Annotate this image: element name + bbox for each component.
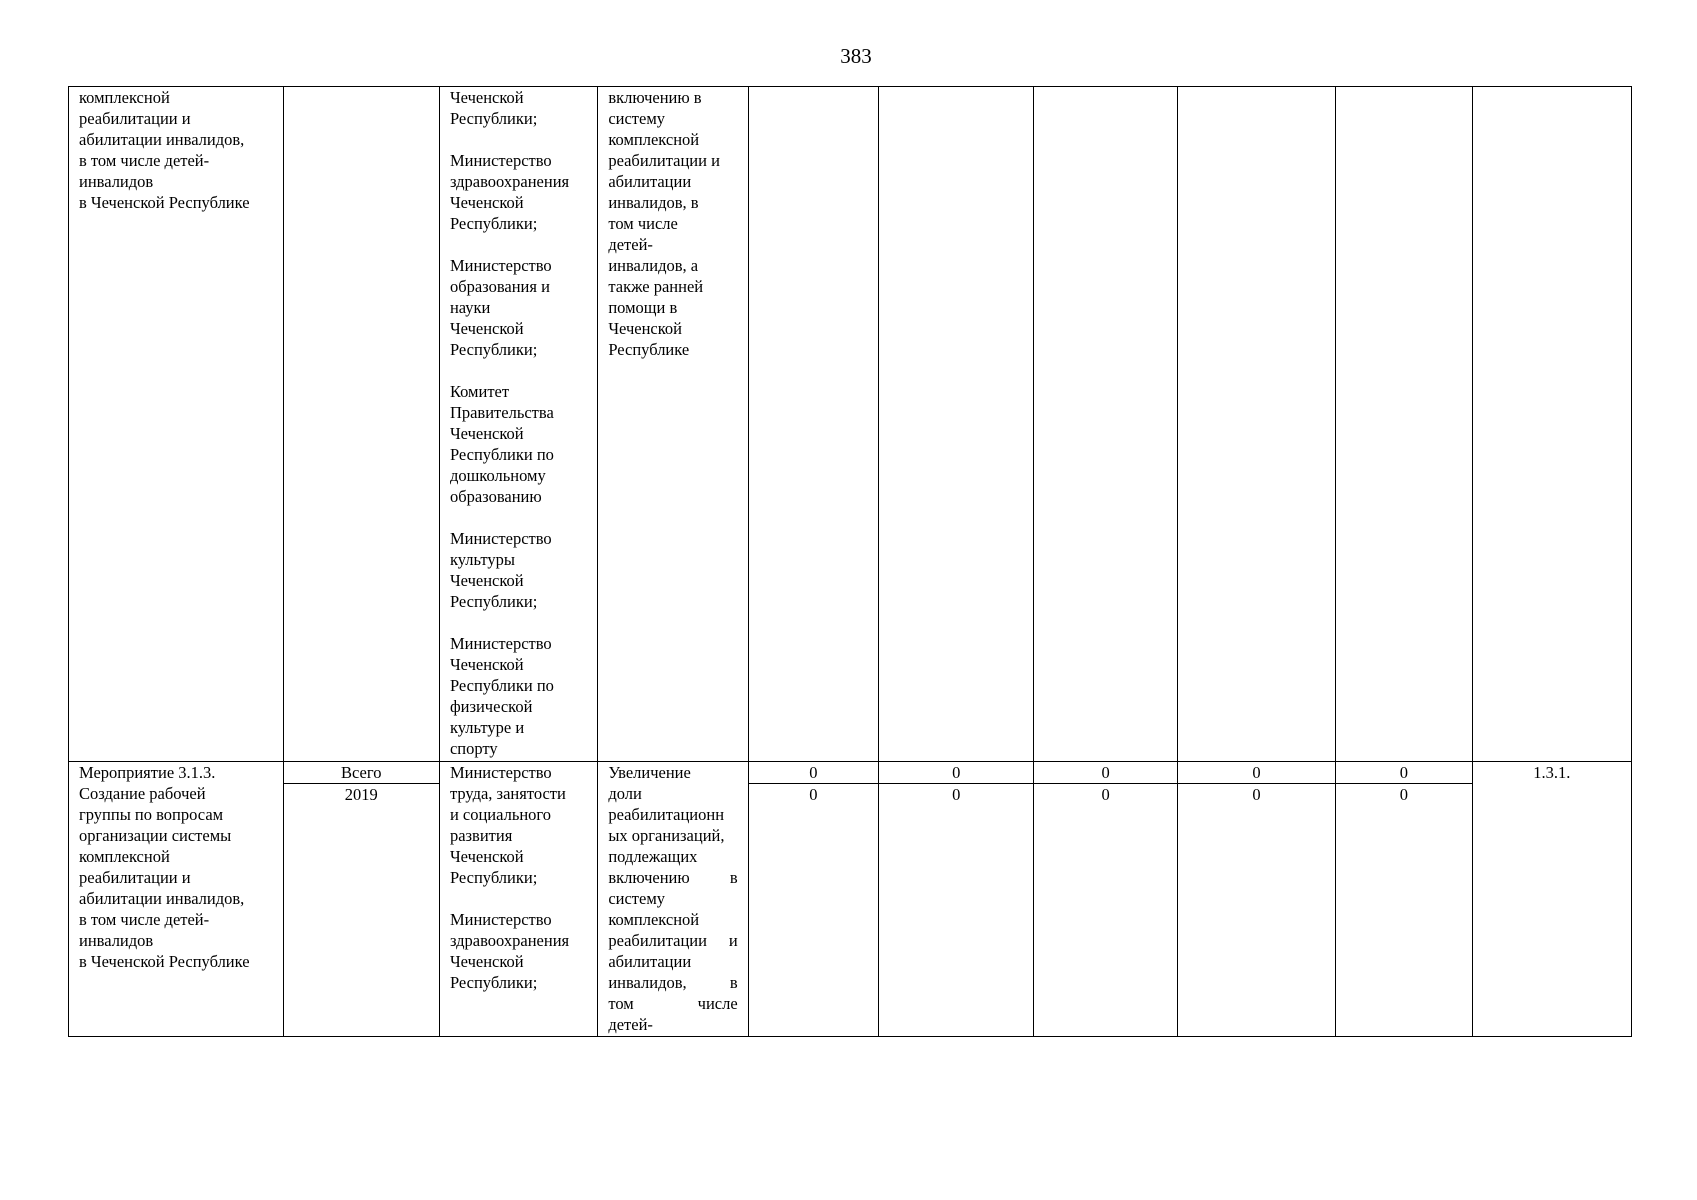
program-table [68, 86, 1632, 1037]
executor-item: Министерство труда, занятости и социального развития Чеченской Республики; [449, 763, 566, 887]
value-2019: 0 [748, 784, 878, 1037]
table-row [69, 784, 1632, 1037]
value-cell [1336, 87, 1472, 762]
activity-3-1-3-title: Мероприятие 3.1.3. Создание рабочей группы по вопросам организации системы комплексной реабилитации и абилитации инвалидов, в том числе детей- инвалидов в Чеченской Республике [79, 763, 250, 971]
executor-item: Министерство образования и науки Чеченской Республики; [449, 256, 552, 359]
expected-result-part: систему комплексной [608, 889, 700, 929]
page-number: 383 [840, 44, 872, 68]
value-2019: 0 [1177, 784, 1335, 1037]
activity-name-continued: комплексной реабилитации и абилитации инвалидов, в том числе детей- инвалидов в Чеченской Республике [79, 88, 250, 212]
value-total: 0 [748, 762, 878, 784]
value-cell [748, 87, 878, 762]
activity-name-cell [69, 762, 284, 1037]
activity-name-cell [69, 87, 284, 762]
expected-result-part: абилитации [608, 952, 692, 971]
executor-item: Министерство Чеченской Республики по физической культуре и спорту [449, 634, 554, 758]
result-cell [598, 87, 748, 762]
expected-result-part: реабилитации и [608, 931, 738, 950]
value-total: 0 [1177, 762, 1335, 784]
executor-item: Министерство здравоохранения Чеченской Республики; [449, 151, 570, 233]
expected-result-part: Увеличение доли реабилитационн ых организаций, подлежащих [608, 763, 725, 866]
period-total: Всего [283, 762, 439, 784]
expected-result-continued: включению в систему комплексной реабилитации и абилитации инвалидов, в том числе детей- инвалидов, а также ранней помощи в Чеченской Республике [608, 88, 720, 359]
executors-cell [439, 762, 597, 1037]
indicator-number: 1.3.1. [1472, 762, 1631, 1037]
expected-result-part: детей- [608, 1015, 653, 1034]
value-total: 0 [1336, 762, 1472, 784]
result-cell [598, 762, 748, 1037]
period-cell [283, 87, 439, 762]
expected-result-part: том числе [608, 994, 738, 1013]
value-cell [1177, 87, 1335, 762]
executor-item: Министерство здравоохранения Чеченской Республики; [449, 910, 570, 992]
value-total: 0 [1034, 762, 1177, 784]
table-row [69, 762, 1632, 784]
expected-result-part: включению в [608, 868, 738, 887]
executor-item: Комитет Правительства Чеченской Республики по дошкольному образованию [449, 382, 554, 506]
value-cell [879, 87, 1034, 762]
expected-result-part: инвалидов, в [608, 973, 738, 992]
executors-cell [439, 87, 597, 762]
value-total: 0 [879, 762, 1034, 784]
value-2019: 0 [1336, 784, 1472, 1037]
indicator-cell [1472, 87, 1631, 762]
value-2019: 0 [1034, 784, 1177, 1037]
executor-item: Министерство культуры Чеченской Республики; [449, 529, 552, 611]
executor-item: Чеченской Республики; [449, 88, 538, 128]
period-year: 2019 [283, 784, 439, 1037]
value-cell [1034, 87, 1177, 762]
table-row [69, 87, 1632, 762]
value-2019: 0 [879, 784, 1034, 1037]
